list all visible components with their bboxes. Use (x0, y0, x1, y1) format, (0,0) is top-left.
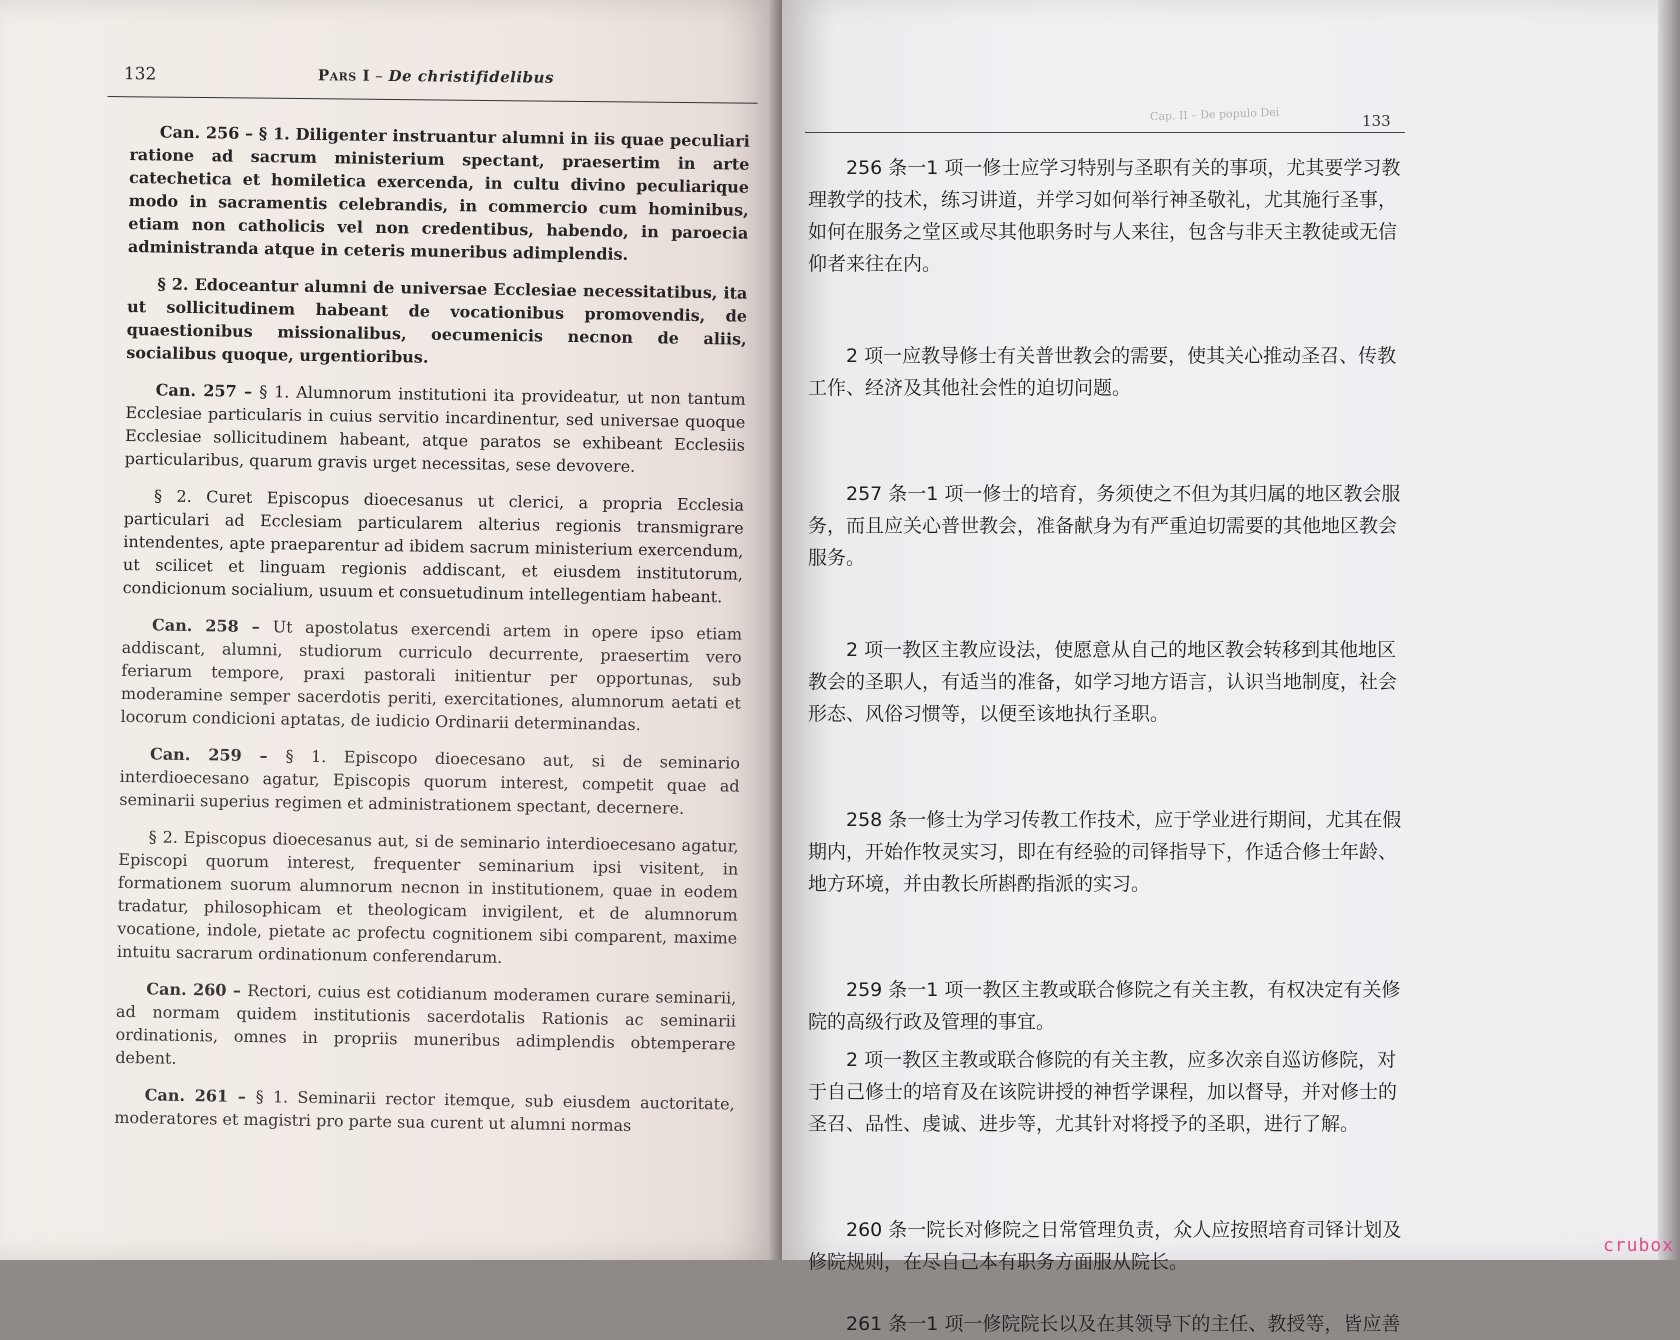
canon-text: § 1. Alumnorum institutioni ita provideatur, ut non tantum Ecclesiae particularis in cuius servitio incardinentur, sed universae quoque Ecclesiae sollicitudinem habeant, atque paratos se exhibeant Ecclesiis particularibus, quarum gravis urget necessitas, sese devovere. (124, 382, 746, 476)
canon-257-p2 (122, 484, 744, 609)
canon-label: Can. 261 – (144, 1085, 256, 1107)
cn-canon-261-p1: 261 条一1 项一修院院长以及在其领导下的主任、教授等，皆应善 (846, 1313, 1401, 1335)
left-page (0, 0, 782, 1260)
canon-text: Ut apostolatus exercendi artem in opere ipso etiam addiscant, alumni, studiorum curriculo decurrente, praesertim vero feriarum tempore, praxi pastorali initientur per opportunas, sub moderamine semper sacerdotis periti, exercitationes, alumnorum aetati et locorum condicioni aptatas, de iudicio Ordinarii determinandas. (120, 617, 743, 735)
cn-canon-256-p2: 2 项一应教导修士有关普世教会的需要，使其关心推动圣召、传教工作、经济及其他社会性的迫切问题。 (808, 345, 1397, 399)
canon-label: Can. 260 – (146, 979, 248, 1000)
canon-259-p2 (117, 825, 739, 973)
cn-canon-257-p2: 2 项一教区主教应设法，使愿意从自己的地区教会转移到其他地区教会的圣职人，有适当的准备，如学习地方语言，认识当地制度，社会形态、风俗习惯等，以便至该地执行圣职。 (808, 639, 1398, 725)
chinese-canons-text (808, 152, 1413, 1340)
canon-label: Can. 256 – § 1. (159, 122, 290, 144)
canon-label: Can. 257 – (155, 380, 260, 402)
canon-261-p1 (114, 1083, 735, 1139)
canon-260 (115, 977, 736, 1079)
cn-canon-258: 258 条一修士为学习传教工作技术，应于学业进行期间，尤其在假期内，开始作牧灵实习，即在有经验的司铎指导下，作适合修士年龄、地方环境，并由教长所斟酌指派的实习。 (808, 809, 1402, 895)
cn-canon-259-p2: 2 项一教区主教或联合修院的有关主教，应多次亲自巡访修院，对于自己修士的培育及在该院讲授的神哲学课程，加以督导，并对修士的圣召、品性、虔诚、进步等，尤其针对将授予的圣职，进行了解。 (808, 1049, 1398, 1135)
cn-canon-259-p1: 259 条一1 项一教区主教或联合修院之有关主教，有权决定有关修院的高级行政及管理的事宜。 (808, 979, 1401, 1033)
canon-text: § 1. Seminarii rector itemque, sub eiusdem auctoritate, moderatores et magistri pro parte sua curent ut alumni normas (114, 1087, 735, 1135)
canon-257-p1 (125, 378, 746, 480)
canon-text: Diligenter instruantur alumni in iis quae peculiari ratione ad sacrum ministerium spectant, praesertim in arte catechetica et homiletica exercenda, in cultu divino peculiarique modo in sacramentis celebrandis, in commercio cum hominibus, etiam non catholicis vel non credentibus, habendo, in paroecia administranda atque in ceteris muneribus adimplendis. (127, 124, 750, 264)
canon-label: Can. 258 – (151, 615, 273, 637)
left-page-number: 132 (123, 64, 157, 85)
right-page-number: 133 (1362, 112, 1391, 130)
left-running-header (108, 62, 758, 104)
page-edge (1658, 0, 1680, 1260)
canon-256-p1 (128, 120, 750, 268)
cn-canon-257-p1: 257 条一1 项一修士的培育，务须使之不但为其归属的地区教会服务，而且应关心普世教会，准备献身为有严重迫切需要的其他地区教会服务。 (808, 483, 1401, 569)
running-head-title: De christifidelibus (388, 66, 555, 87)
latin-canons-text (114, 120, 750, 1153)
canon-text: § 2. Curet Episcopus dioecesanus ut clerici, a propria Ecclesia particulari ad Ecclesiam particularem alterius regionis transmigrare intendentes, apte praeparentur ad ibidem sacrum ministerium exercendum, ut scilicet et linguam regionis addiscant, et eiusdem institutorum, condicionum socialium, usuum et consuetudinum intellegentiam habeant. (122, 486, 745, 607)
running-head-sep: – (369, 66, 389, 85)
running-head-pars: Pars I (317, 66, 371, 85)
canon-text: § 2. Edoceantur alumni de universae Ecclesiae necessitatibus, ita ut sollicitudinem habeant de vocationibus promovendis, de quaestionibus missionalibus, oecumenicis necnon de aliis, socialibus quoque, urgentioribus. (126, 274, 748, 367)
canon-label: Can. 259 – (149, 744, 286, 766)
canon-258 (120, 613, 742, 738)
canon-text: Rectori, cuius est cotidianum moderamen curare seminarii, ad normam quidem institutionis sacerdotalis Rationis ac seminarii ordinationis, omnes in propriis muneribus adimplendis obtemperare debent. (115, 980, 737, 1068)
watermark-logo: crubox (1602, 1235, 1674, 1256)
canon-256-p2 (126, 272, 747, 374)
canon-text: § 2. Episcopus dioecesanus aut, si de seminario interdioecesano agatur, Episcopi quorum interest, frequenter seminarium ipsi visitent, in formationem suorum alumnorum necnon in institutionem, quae in eodem tradatur, philosophicam et theologicam invigilent, et de alumnorum vocatione, indole, pietate ac profectu cognitionem sibi comparent, maxime intuitu sacrarum ordinationum conferendarum. (116, 827, 739, 967)
faint-show-through-header: Cap. II – De populo Dei (1149, 105, 1280, 124)
left-running-title (318, 66, 554, 86)
right-header-rule (805, 132, 1405, 133)
cn-canon-256-p1: 256 条一1 项一修士应学习特别与圣职有关的事项，尤其要学习教理教学的技术，练习讲道，并学习如何举行神圣敬礼，尤其施行圣事，如何在服务之堂区或尽其他职务时与人来往，包含与非天主教徒或无信仰者来往在内。 (808, 157, 1401, 275)
canon-259-p1 (119, 742, 740, 821)
cn-canon-260: 260 条一院长对修院之日常管理负责，众人应按照培育司铎计划及修院规则，在尽自己本有职务方面服从院长。 (808, 1219, 1402, 1273)
canon-text: § 1. Episcopo dioecesano aut, si de seminario interdioecesano agatur, Episcopis quorum interest, competit quae ad seminarii superius regimen et administrationem spectant, decernere. (119, 746, 741, 818)
